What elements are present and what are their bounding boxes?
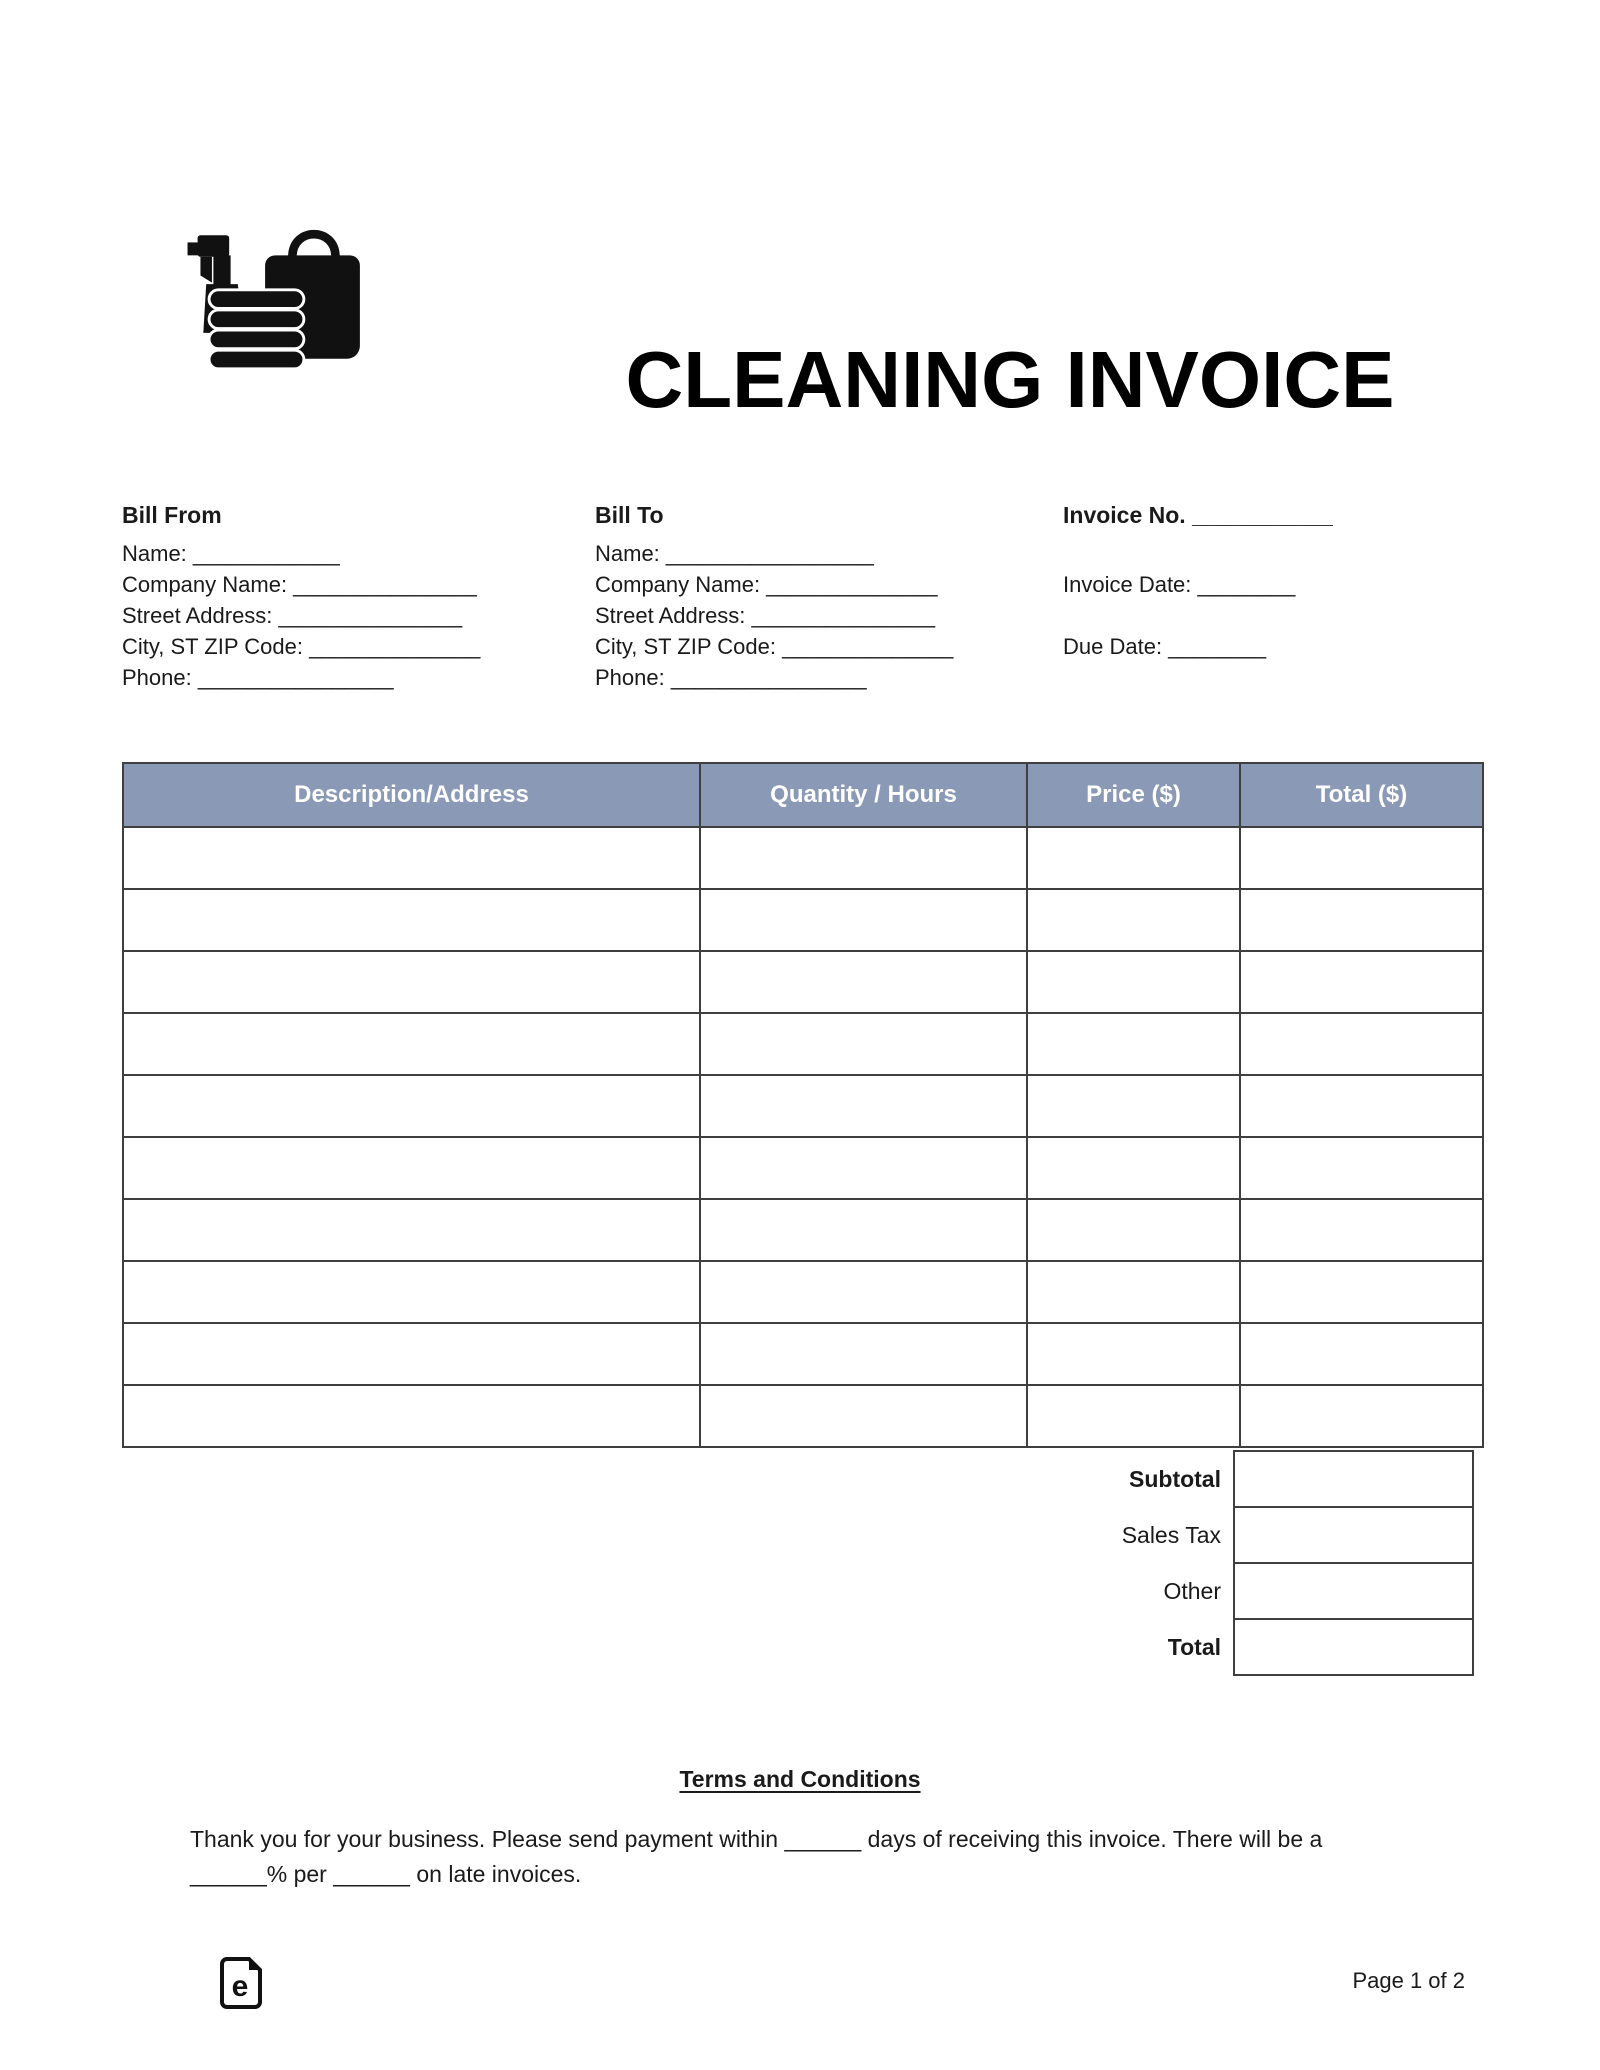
bill-to-phone-line: Phone: ________________ xyxy=(595,665,867,690)
table-cell xyxy=(123,951,700,1013)
table-row xyxy=(123,1013,1483,1075)
table-cell xyxy=(700,1385,1027,1447)
col-header-quantity: Quantity / Hours xyxy=(700,763,1027,827)
table-row xyxy=(123,951,1483,1013)
table-cell xyxy=(700,1075,1027,1137)
table-cell xyxy=(700,1323,1027,1385)
page-number: Page 1 of 2 xyxy=(1352,1968,1465,1993)
table-cell xyxy=(1240,1075,1483,1137)
table-cell xyxy=(1027,827,1240,889)
table-cell xyxy=(1027,889,1240,951)
table-cell xyxy=(1240,889,1483,951)
table-cell xyxy=(1027,1137,1240,1199)
summary-row xyxy=(122,1618,1474,1676)
table-cell xyxy=(700,889,1027,951)
summary-value-box xyxy=(1233,1562,1474,1620)
svg-text:e: e xyxy=(231,1970,249,2003)
table-cell xyxy=(123,1323,700,1385)
eforms-logo-icon xyxy=(220,1956,264,2010)
table-cell xyxy=(1027,1323,1240,1385)
summary-label: Sales Tax xyxy=(1121,1522,1221,1548)
table-row xyxy=(123,889,1483,951)
table-cell xyxy=(700,1137,1027,1199)
col-header-total: Total ($) xyxy=(1240,763,1483,827)
bill-to-section xyxy=(595,500,1045,693)
table-cell xyxy=(123,1137,700,1199)
invoice-date-line: Invoice Date: ________ xyxy=(1063,572,1296,597)
table-cell xyxy=(1240,951,1483,1013)
table-cell xyxy=(700,827,1027,889)
summary-label: Total xyxy=(1167,1634,1221,1660)
table-cell xyxy=(123,1075,700,1137)
summary-value-box xyxy=(1233,1450,1474,1508)
table-cell xyxy=(123,1385,700,1447)
summary-rows xyxy=(122,1450,1474,1676)
bill-from-city-line: City, ST ZIP Code: ______________ xyxy=(122,634,481,659)
bill-to-company-line: Company Name: ______________ xyxy=(595,572,938,597)
table-row xyxy=(123,1385,1483,1447)
line-items-table xyxy=(122,762,1484,1448)
bill-from-name-line: Name: ____________ xyxy=(122,541,340,566)
summary-row xyxy=(122,1562,1474,1620)
page-title: CLEANING INVOICE xyxy=(625,335,1395,424)
table-cell xyxy=(1240,1137,1483,1199)
table-cell xyxy=(700,951,1027,1013)
table-cell xyxy=(1240,1261,1483,1323)
terms-body: Thank you for your business. Please send payment within ______ days of receiving this invoice. There will be a ______% per ______ on late invoices. xyxy=(190,1826,1323,1887)
cleaning-supplies-icon xyxy=(185,218,417,376)
table-cell xyxy=(1240,1385,1483,1447)
table-cell xyxy=(123,1261,700,1323)
table-cell xyxy=(1027,1385,1240,1447)
bill-to-city-line: City, ST ZIP Code: ______________ xyxy=(595,634,954,659)
due-date-line: Due Date: ________ xyxy=(1063,634,1267,659)
bill-to-heading: Bill To xyxy=(595,502,664,528)
invoice-meta-section xyxy=(1063,500,1493,662)
table-cell xyxy=(1027,1075,1240,1137)
table-cell xyxy=(1240,1199,1483,1261)
bill-from-section xyxy=(122,500,572,693)
table-cell xyxy=(1240,1323,1483,1385)
table-cell xyxy=(1027,951,1240,1013)
summary-row xyxy=(122,1506,1474,1564)
summary-label: Other xyxy=(1163,1578,1221,1604)
table-cell xyxy=(1027,1013,1240,1075)
table-cell xyxy=(1240,1013,1483,1075)
table-cell xyxy=(700,1013,1027,1075)
table-row xyxy=(123,1323,1483,1385)
summary-label: Subtotal xyxy=(1129,1466,1221,1492)
table-cell xyxy=(1027,1261,1240,1323)
table-cell xyxy=(1027,1199,1240,1261)
invoice-table-body xyxy=(123,827,1483,1447)
bill-to-name-line: Name: _________________ xyxy=(595,541,874,566)
terms-heading: Terms and Conditions xyxy=(679,1766,921,1792)
bill-to-street-line: Street Address: _______________ xyxy=(595,603,936,628)
table-row xyxy=(123,1261,1483,1323)
summary-row xyxy=(122,1450,1474,1508)
table-row xyxy=(123,1137,1483,1199)
table-cell xyxy=(123,889,700,951)
table-row xyxy=(123,1075,1483,1137)
table-cell xyxy=(700,1199,1027,1261)
table-cell xyxy=(123,1199,700,1261)
table-header-row xyxy=(123,763,1483,827)
bill-from-heading: Bill From xyxy=(122,502,222,528)
meta-spacer xyxy=(1063,600,1493,631)
table-cell xyxy=(1240,827,1483,889)
table-cell xyxy=(123,827,700,889)
bill-from-street-line: Street Address: _______________ xyxy=(122,603,463,628)
col-header-price: Price ($) xyxy=(1027,763,1240,827)
table-row xyxy=(123,827,1483,889)
table-cell xyxy=(123,1013,700,1075)
bill-from-company-line: Company Name: _______________ xyxy=(122,572,477,597)
bill-from-phone-line: Phone: ________________ xyxy=(122,665,394,690)
table-cell xyxy=(700,1261,1027,1323)
col-header-description: Description/Address xyxy=(123,763,700,827)
summary-value-box xyxy=(1233,1618,1474,1676)
meta-spacer xyxy=(1063,538,1493,569)
invoice-number-line: Invoice No. ___________ xyxy=(1063,502,1333,528)
table-row xyxy=(123,1199,1483,1261)
summary-value-box xyxy=(1233,1506,1474,1564)
